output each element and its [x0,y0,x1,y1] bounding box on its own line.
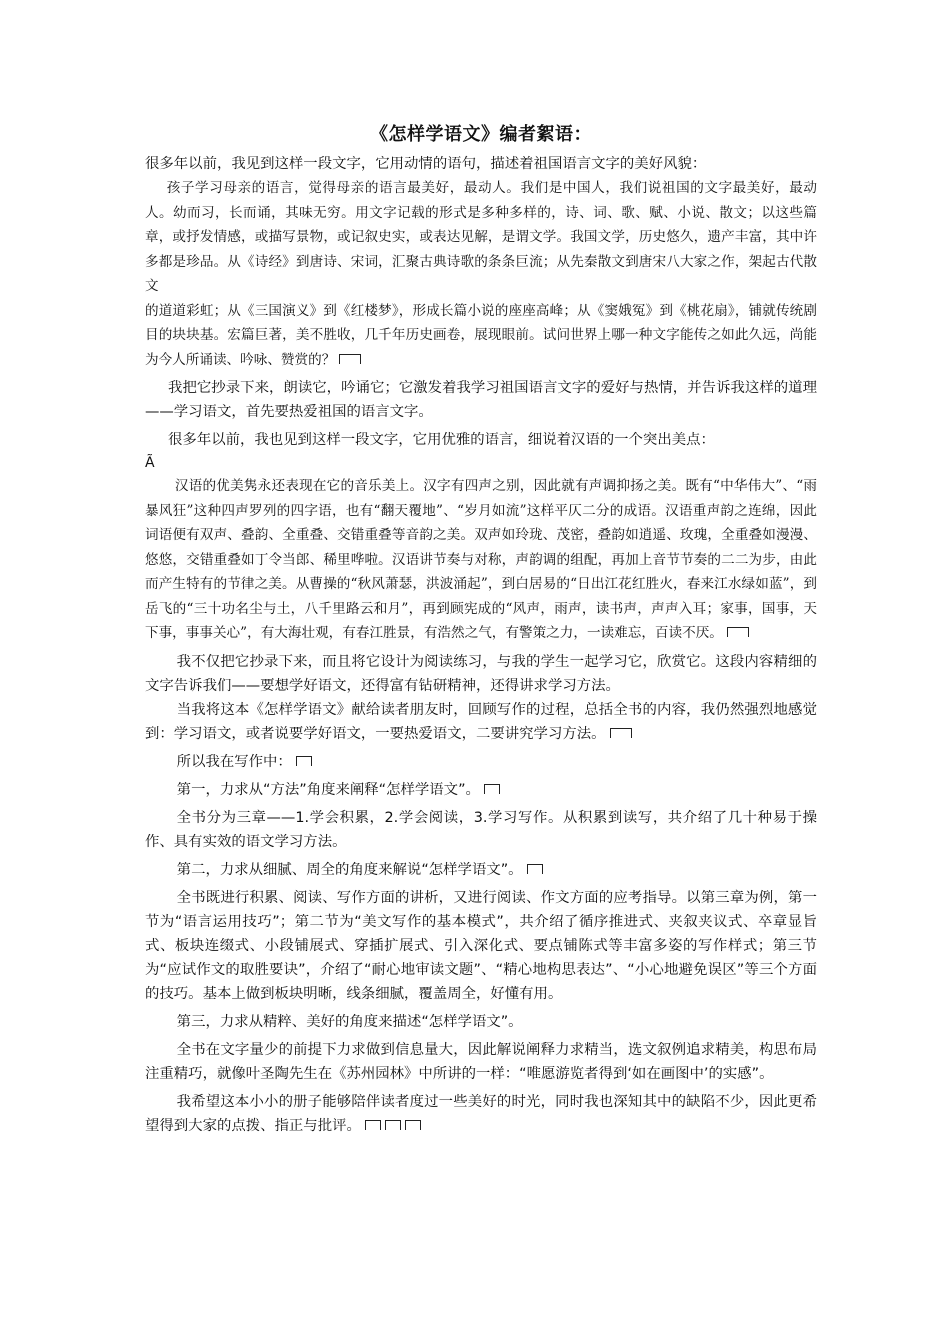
paragraph-mark [484,784,500,794]
paragraph-mark [527,864,543,874]
paragraph-mark [405,1120,421,1130]
reflection-paragraph-2: 我不仅把它抄录下来，而且将它设计为阅读练习，与我的学生一起学习它，欣赏它。这段内容精细的文字告诉我们——要想学好语文，还得富有钻研精神，还得讲求学习方法。 [145,653,817,694]
quote-1-part-2: 的道道彩虹；从《三国演义》到《红楼梦》，形成长篇小说的座座高峰；从《窦娥冤》到《桃花扇》，铺就传统剧目的块块基。宏篇巨著，美不胜收，几千年历史画卷，展现眼前。试问世界上哪一种文字能传之如此久远，尚能为今人所诵读、吟咏、赞赏的？ [145,302,817,368]
closing-wrap [145,1090,817,1138]
summary-paragraph: 当我将这本《怎样学语文》献给读者朋友时，回顾写作的过程，总括全书的内容，我仍然强烈地感觉到：学习语文，或者说要学好语文，一要热爱语文，二要讲究学习方法。 [145,701,817,742]
point-2-wrap [145,858,817,882]
writing-intro-wrap [145,750,817,774]
point-1-heading: 第一，力求从“方法”角度来阐释“怎样学语文”。 [176,781,480,798]
paragraph-mark [365,1120,381,1130]
document-title: 《怎样学语文》编者絮语： [370,124,592,145]
quote-1-part-2-wrap [145,299,817,373]
intro-paragraph-1: 很多年以前，我见到这样一段文字，它用动情的语句，描述着祖国语言文字的美好风貌： [145,156,707,172]
quote-1-part-1: 孩子学习母亲的语言，觉得母亲的语言最美好，最动人。我们是中国人，我们说祖国的文字最美好，最动人。幼而习，长而诵，其味无穷。用文字记载的形式是多种多样的，诗、词、歌、赋、小说、散文；以这些篇章，或抒发情感，或描写景物，或记叙史实，或表达见解，是谓文学。我国文学，历史悠久，遗产丰富，其中许多都是珍品。从《诗经》到唐诗、宋词，汇聚古典诗歌的条条巨流；从先秦散文到唐宋八大家之作，架起古代散文 [145,180,817,294]
closing-paragraph: 我希望这本小小的册子能够陪伴读者度过一些美好的时光，同时我也深知其中的缺陷不少，因此更希望得到大家的点拨、指正与批评。 [145,1093,817,1134]
stray-glyph: Ã [145,455,155,471]
point-2-heading: 第二，力求从细腻、周全的角度来解说“怎样学语文”。 [176,861,523,878]
point-2-body: 全书既进行积累、阅读、写作方面的讲析，又进行阅读、作文方面的应考指导。以第三章为例，第一节为“语言运用技巧”；第二节为“美文写作的基本模式”，共介绍了循序推进式、夹叙夹议式、卒章显旨式、板块连缀式、小段铺展式、穿插扩展式、引入深化式、要点铺陈式等丰富多姿的写作样式；第三节为“应试作文的取胜要诀”，介绍了“耐心地审读文题”、“精心地构思表达”、“小心地避免误区”等三个方面的技巧。基本上做到板块明晰，线条细腻，覆盖周全，好懂有用。 [145,889,817,1002]
paragraph-mark [339,354,361,364]
paragraph-mark [385,1120,401,1130]
quote-2: 汉语的优美隽永还表现在它的音乐美上。汉字有四声之别，因此就有声调抑扬之美。既有“中华伟大”、“雨暴风狂”这种四声罗列的四字语，也有“翻天覆地”、“岁月如流”这样平仄二分的成语。汉语重声韵之连绵，因此词语便有双声、叠韵、全重叠、交错重叠等音韵之美。双声如玲珑、茂密，叠韵如逍遥、玫瑰，全重叠如漫漫、悠悠，交错重叠如丁令当郎、稀里哗啦。汉语讲节奏与对称，声韵调的组配，再加上音节节奏的二二为步，由此而产生特有的节律之美。从曹操的“秋风萧瑟，洪波涌起”，到白居易的“日出江花红胜火，春来江水绿如蓝”，到岳飞的“三十功名尘与土，八千里路云和月”，再到顾宪成的“风声，雨声，读书声，声声入耳；家事，国事，天下事，事事关心”，有大海壮观，有春江胜景，有浩然之气，有警策之力，一读难忘，百读不厌。 [145,478,817,641]
summary-paragraph-wrap [145,698,817,746]
point-3-heading: 第三，力求从精粹、美好的角度来描述“怎样学语文”。 [176,1013,523,1030]
paragraph-mark [296,756,312,766]
point-3-body: 全书在文字量少的前提下力求做到信息量大，因此解说阐释力求精当，选文叙例追求精美，构思布局注重精巧，就像叶圣陶先生在《苏州园林》中所讲的一样：“唯愿游览者得到‘如在画图中’的实感”。 [145,1041,817,1082]
reflection-paragraph-1: 我把它抄录下来，朗读它，吟诵它；它激发着我学习祖国语言文字的爱好与热情，并告诉我这样的道理——学习语文，首先要热爱祖国的语言文字。 [145,380,817,420]
paragraph-mark [610,728,632,738]
document-page [145,118,817,1138]
quote-2-wrap [145,474,817,646]
point-1-body: 全书分为三章——1.学会积累，2.学会阅读，3.学习写作。从积累到读写，共介绍了几十种易于操作、具有实效的语文学习方法。 [145,809,817,850]
paragraph-mark [727,627,749,637]
writing-intro: 所以我在写作中： [176,753,292,770]
point-1-wrap [145,778,817,802]
intro-paragraph-2: 很多年以前，我也见到这样一段文字，它用优雅的语言，细说着汉语的一个突出美点： [168,432,715,448]
